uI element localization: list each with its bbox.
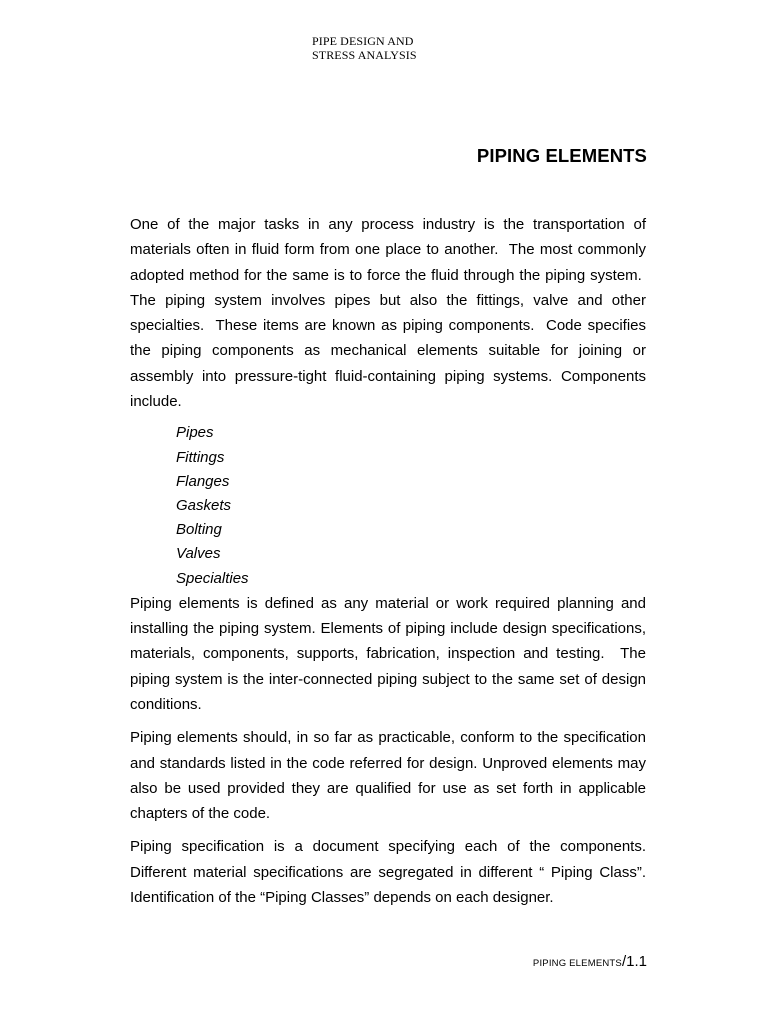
- footer-section-label: PIPING ELEMENTS: [532, 958, 622, 969]
- paragraph-definition: Piping elements is defined as any material or work required planning and installing the piping system. Elements of piping include design specifications, materials, components, supports, fabrication, inspection and testing. The piping system is the inter-connected piping subject to the same set of design conditions.: [130, 594, 646, 713]
- components-list: [130, 421, 646, 590]
- list-item: Gaskets: [176, 496, 232, 514]
- list-item: Specialties: [176, 569, 249, 587]
- running-header-line-2: STRESS ANALYSIS: [312, 48, 417, 62]
- paragraph-conformance: Piping elements should, in so far as practicable, conform to the specification and standards listed in the code referred for design. Unproved elements may also be used provided they are qualified for use as set forth in applicable chapters of the code.: [130, 729, 646, 823]
- page-footer: [533, 953, 647, 971]
- list-item: Fittings: [176, 448, 225, 466]
- list-item: Flanges: [176, 472, 230, 490]
- list-item: Pipes: [176, 424, 214, 442]
- paragraph-specification: Piping specification is a document specifying each of the components. Different material specifications are segregated in different “ Piping Class”. Identification of the “Piping Classes” depends on each designer.: [130, 838, 646, 907]
- running-header-line-1: PIPE DESIGN AND: [312, 34, 414, 48]
- footer-page-number: /1.1: [621, 953, 647, 970]
- list-item: Bolting: [176, 521, 222, 539]
- running-header: [312, 34, 417, 62]
- intro-paragraph: One of the major tasks in any process industry is the transportation of materials often in fluid form from one place to another. The most commonly adopted method for the same is to force the fluid through the piping system. The piping system involves pipes but also the fittings, valve and other specialties. These items are known as piping components. Code specifies the piping components as mechanical elements suitable for joining or assembly into pressure-tight fluid-containing piping systems. Components include.: [130, 216, 646, 411]
- body-text: [130, 212, 646, 910]
- page-title: PIPING ELEMENTS: [476, 145, 647, 166]
- list-item: Valves: [176, 545, 221, 563]
